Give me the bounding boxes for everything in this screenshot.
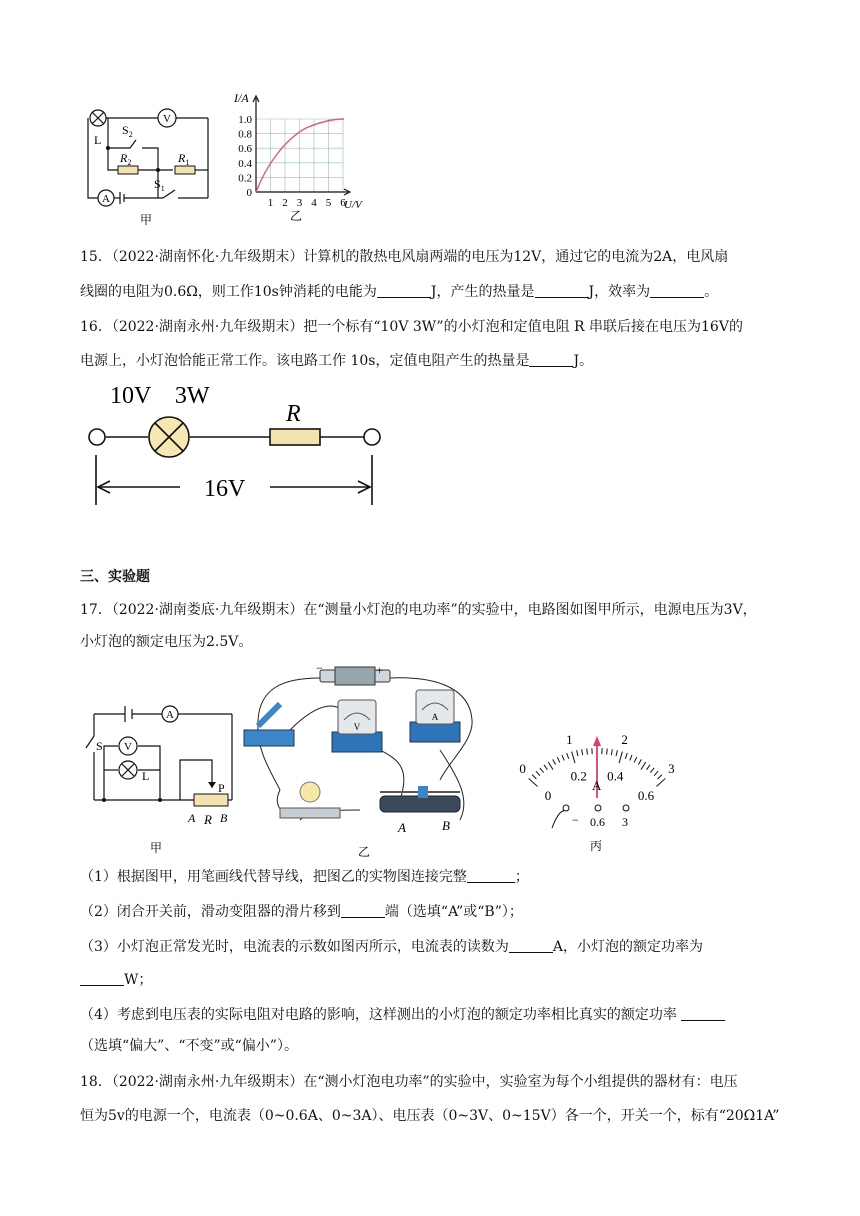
graph-ytick: 0.6 [238,143,252,156]
q17-sub3-line2: W； [80,970,152,990]
dial-top-label: 1 [566,731,573,747]
graph-ytick: 0 [246,187,252,199]
q16-blank-heat[interactable] [529,352,573,367]
resistor-r1-label: $R_1$ [178,151,190,167]
graph-ytick: 0.4 [238,157,252,170]
q16-voltage-label: 16V [204,476,246,502]
q18-line1: 18．（2022·湖南永州·九年级期末）在“测小灯泡电功率”的实验中，实验室为每个小组提供的器材有：电压 [80,1074,738,1090]
graph-xtick: 5 [325,197,332,209]
iu-graph [226,88,382,228]
jia-b: B [220,811,228,825]
graph-xtick: 4 [311,197,317,209]
q15-blank-efficiency[interactable] [650,283,704,298]
jia-a: A [188,811,196,825]
jia-switch: S [96,739,103,753]
q17-blank-3a[interactable] [509,938,553,953]
dial-top-label: 0 [519,761,526,777]
q16-r-label: R [286,401,301,427]
battery-minus: − [316,661,323,675]
q17-sub4-line1: （4）考虑到电压表的实际电阻对电路的影响，这样测出的小灯泡的额定功率相比真实的额定功率 [80,1005,725,1025]
lamp-label: L [94,133,102,147]
jia-r: R [204,812,212,827]
switch-s1-label: $S_1$ [154,177,165,193]
dial-bottom-label: 0.6 [637,787,655,803]
terminal-minus: − [572,813,579,827]
graph-ytick: 0.8 [238,128,252,141]
battery-plus: + [376,663,383,677]
graph-caption: 乙 [290,209,303,223]
dial-top-label: 2 [621,731,628,747]
q16-lamp-rating: 10V 3W [110,383,210,409]
jia-lamp: L [142,769,150,783]
q17-circuit-jia [80,696,240,856]
setup-a-end: A [398,820,406,835]
jia-slider: P [218,781,225,795]
q17-sub2: （2）闭合开关前，滑动变阻器的滑片移到 端（选填“A”或“B”）； [80,904,523,920]
setup-ammeter: A [431,712,439,722]
voltmeter-label: V [163,113,171,125]
dial-bottom-label: 0.4 [607,768,624,784]
jia-ammeter: A [166,709,174,721]
graph-xlabel: U/V [344,199,362,211]
q16-line2: 电源上，小灯泡恰能正常工作。该电路工作 10s，定值电阻产生的热量是 J。 [80,353,594,369]
circuit-caption: 甲 [140,213,153,227]
graph-xtick: 3 [296,197,303,209]
q15-line1: 15．（2022·湖南怀化·九年级期末）计算机的散热电风扇两端的电压为12V，通过它的电流为2A，电风扇 [80,249,729,265]
graph-ytick: 1.0 [238,114,252,126]
graph-ylabel: I/A [234,91,249,105]
setup-b-end: B [442,818,450,833]
setup-voltmeter: V [353,722,361,732]
dial-top-label: 3 [668,761,675,777]
dial-bottom-label: 0.2 [570,768,587,784]
q16-line1: 16．（2022·湖南永州·九年级期末）把一个标有“10V 3W”的小灯泡和定值电阻 R 串联后接在电压为16V的 [80,319,743,335]
jia-caption: 甲 [150,841,163,855]
terminal-3: 3 [622,815,628,829]
yi-caption: 乙 [358,845,371,859]
q17-sub3-line1: （3）小灯泡正常发光时，电流表的示数如图丙所示，电流表的读数为 A，小灯泡的额定功率为 [80,939,704,955]
q17-line1: 17．（2022·湖南娄底·九年级期末）在“测量小灯泡的电功率”的实验中，电路图如图甲所示，电源电压为3V， [80,602,757,618]
q17-blank-4[interactable] [681,1006,725,1021]
q17-line2: 小灯泡的额定电压为2.5V。 [80,634,253,650]
graph-xtick: 1 [267,197,274,209]
q16-circuit-figure [80,375,400,510]
q17-blank-2[interactable] [341,903,385,918]
q17-sub1: （1）根据图甲，用笔画线代替导线，把图乙的实物图连接完整 ； [80,869,529,885]
q17-blank-1[interactable] [467,868,515,883]
graph-ytick: 0.2 [238,172,252,185]
jia-voltmeter: V [124,741,132,753]
top-circuit-diagram [78,98,218,228]
q17-blank-3b[interactable] [80,971,124,986]
q15-line2: 线圈的电阻为0.6Ω，则工作10s钟消耗的电能为 J，产生的热量是 J，效率为 。 [80,284,719,300]
section-title: 三、实验题 [80,569,150,585]
ammeter-label: A [102,193,110,205]
terminal-06: 0.6 [590,815,605,829]
q18-line2: 恒为5v的电源一个，电流表（0~0.6A、0~3A）、电压表（0~3V、0~15V）各一个，开关一个，标有“20Ω1A” [80,1108,780,1124]
q17-physical-setup-yi [240,660,490,860]
q15-blank-heat[interactable] [535,283,589,298]
resistor-r2-label: $R_2$ [120,151,132,167]
dial-unit: A [592,778,602,793]
q17-sub4-line2: （选填“偏大”、“不变”或“偏小”）。 [80,1038,298,1054]
q15-blank-energy[interactable] [377,283,431,298]
switch-s2-label: $S_2$ [122,123,133,139]
q17-ammeter-dial-bing [500,700,700,860]
dial-bottom-label: 0 [544,787,552,803]
graph-xtick: 6 [340,197,346,209]
bing-caption: 丙 [590,839,603,853]
graph-xtick: 2 [282,197,288,209]
